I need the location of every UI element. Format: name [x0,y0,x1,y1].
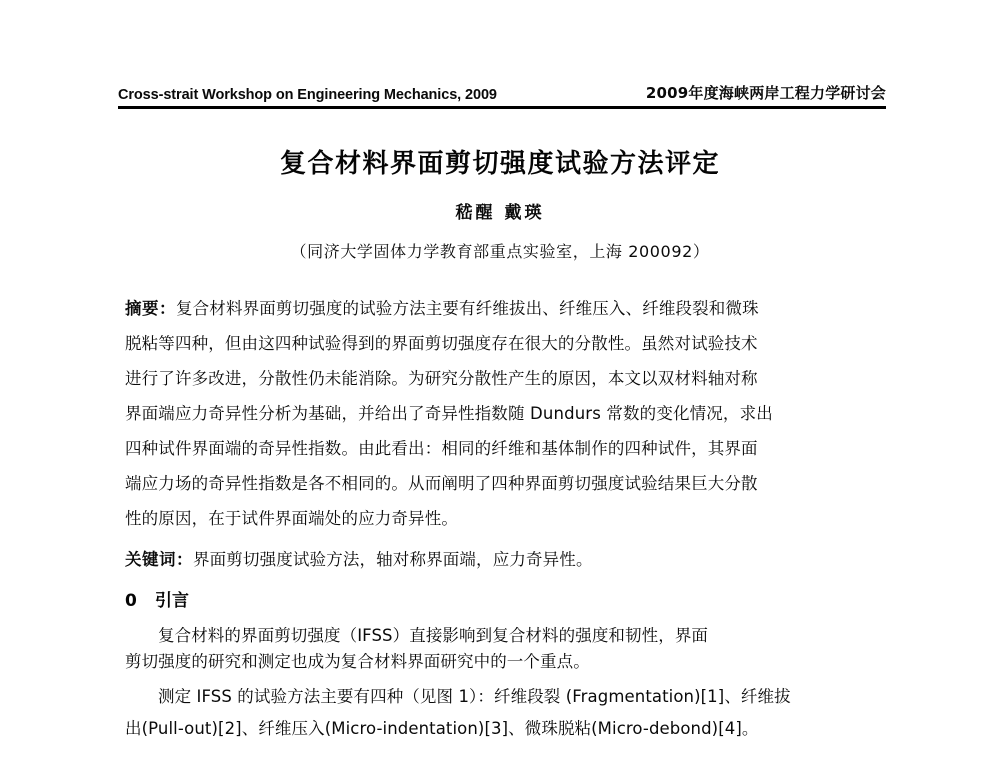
abstract-line: 进行了许多改进，分散性仍未能消除。为研究分散性产生的原因，本文以双材料轴对称 [125,369,758,388]
body-text [125,623,890,745]
paragraph [125,681,890,745]
abstract-label: 摘要： [125,299,176,318]
abstract-block [125,291,887,536]
header-rule [118,106,886,109]
section-heading [125,586,189,611]
abstract-line: 四种试件界面端的奇异性指数。由此看出：相同的纤维和基体制作的四种试件，其界面 [125,439,758,458]
paragraph [125,623,890,675]
keywords-block [125,546,887,574]
abstract-line: 界面端应力奇异性分析为基础，并给出了奇异性指数随 Dundurs 常数的变化情况，求出 [125,404,773,423]
abstract-line [125,291,887,326]
abstract-text: 复合材料界面剪切强度的试验方法主要有纤维拔出、纤维压入、纤维段裂和微珠 [176,299,759,318]
keywords-label: 关键词： [125,550,193,569]
paragraph-line: 剪切强度的研究和测定也成为复合材料界面研究中的一个重点。 [125,652,590,671]
paragraph-line: 复合材料的界面剪切强度（IFSS）直接影响到复合材料的强度和韧性，界面 [158,626,709,645]
paragraph-line: 出(Pull-out)[2]、纤维压入(Micro-indentation)[3]、微珠脱粘(Micro-debond)[4]。 [125,719,759,738]
header-conference-english: Cross-strait Workshop on Engineering Mechanics, 2009 [118,87,497,103]
author-list: 嵇醒 戴瑛 [455,203,545,223]
running-header [118,82,886,103]
section-number: 0 [125,591,137,611]
abstract-line: 性的原因，在于试件界面端处的应力奇异性。 [125,509,458,528]
affiliation: （同济大学固体力学教育部重点实验室，上海 200092） [290,242,710,261]
keywords-text: 界面剪切强度试验方法，轴对称界面端，应力奇异性。 [193,550,593,569]
abstract-line: 端应力场的奇异性指数是各不相同的。从而阐明了四种界面剪切强度试验结果巨大分散 [125,474,758,493]
abstract-line: 脱粘等四种，但由这四种试验得到的界面剪切强度存在很大的分散性。虽然对试验技术 [125,334,758,353]
header-conference-chinese: 2009年度海峡两岸工程力学研讨会 [645,84,886,102]
paragraph-line: 测定 IFSS 的试验方法主要有四种（见图 1）：纤维段裂 (Fragmentation)[1]、纤维拔 [158,687,791,706]
page-title: 复合材料界面剪切强度试验方法评定 [279,149,720,179]
section-title: 引言 [155,591,189,611]
